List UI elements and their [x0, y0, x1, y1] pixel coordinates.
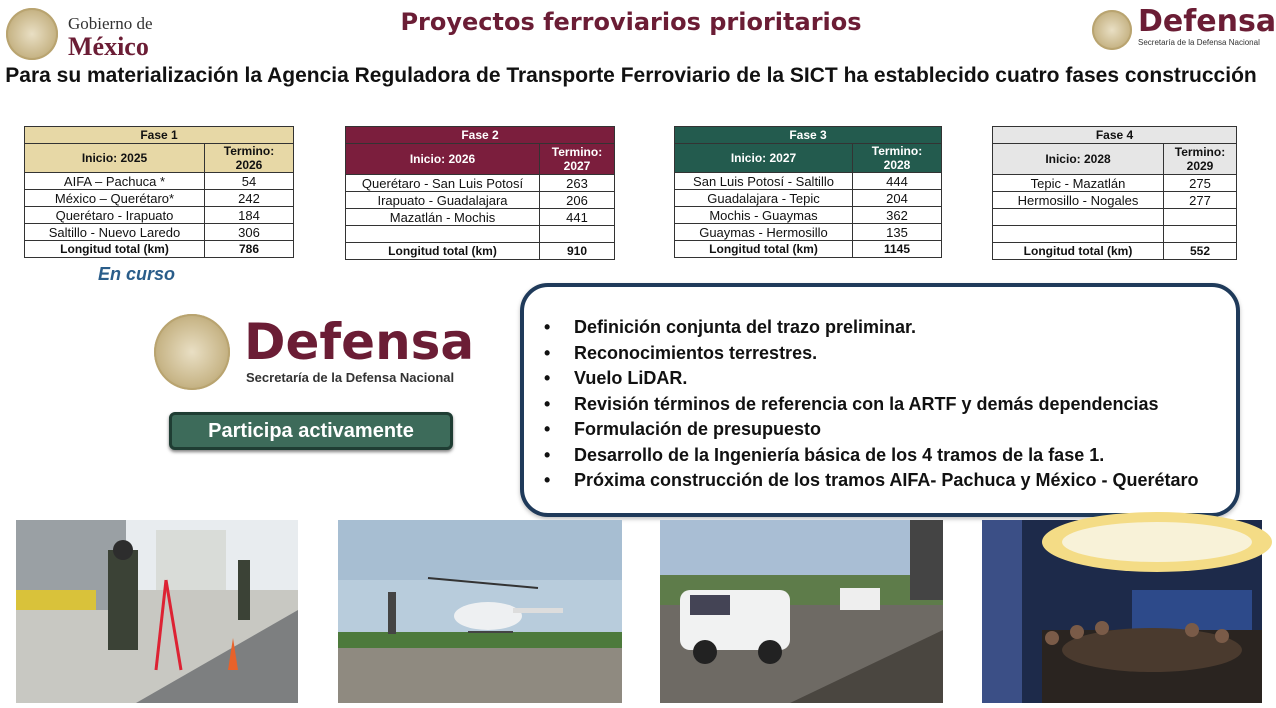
table-row: México – Querétaro* 242	[25, 190, 294, 207]
activities-box	[520, 283, 1240, 517]
gobierno-line1: Gobierno de	[68, 14, 153, 33]
fase-3-title: Fase 3	[675, 127, 942, 144]
table-row	[346, 226, 615, 243]
table-row: Guaymas - Hermosillo 135	[675, 224, 942, 241]
helicopter-photo	[338, 520, 622, 703]
table-row	[993, 209, 1237, 226]
total-row: Longitud total (km) 786	[25, 241, 294, 258]
defensa-logo-header	[1138, 6, 1276, 47]
fase-1-title: Fase 1	[25, 127, 294, 144]
fase-4-title: Fase 4	[993, 127, 1237, 144]
table-row: Mazatlán - Mochis 441	[346, 209, 615, 226]
defensa-logo-large	[244, 314, 474, 385]
survey-photo	[16, 520, 298, 703]
fase-4-table	[992, 126, 1237, 260]
defensa-sub: Secretaría de la Defensa Nacional	[1138, 38, 1260, 47]
gobierno-line2: México	[68, 32, 149, 61]
defensa-seal-large	[154, 314, 230, 390]
list-item: • Formulación de presupuesto	[544, 419, 822, 439]
total-row: Longitud total (km) 552	[993, 243, 1237, 260]
table-row: Irapuato - Guadalajara 206	[346, 192, 615, 209]
table-row: Hermosillo - Nogales 277	[993, 192, 1237, 209]
defensa-word: Defensa	[1138, 4, 1276, 39]
defensa-large-word: Defensa	[244, 313, 475, 371]
meeting-photo	[982, 520, 1262, 703]
activities-list	[524, 287, 1236, 494]
table-row: Tepic - Mazatlán 275	[993, 175, 1237, 192]
list-item: • Reconocimientos terrestres.	[544, 342, 818, 363]
fase-3-termino: Termino: 2028	[853, 144, 942, 173]
list-item: • Revisión términos de referencia con la ARTF y demás dependencias	[544, 393, 1159, 414]
fase-4-termino: Termino: 2029	[1164, 144, 1237, 175]
fase-3-table	[674, 126, 942, 258]
fase-2-table	[345, 126, 615, 260]
fase-1-table	[24, 126, 294, 258]
fase-3-inicio: Inicio: 2027	[675, 144, 853, 173]
fase-4-inicio: Inicio: 2028	[993, 144, 1164, 175]
table-row: Guadalajara - Tepic 204	[675, 190, 942, 207]
table-row: Querétaro - San Luis Potosí 263	[346, 175, 615, 192]
list-item: • Desarrollo de la Ingeniería básica de los 4 tramos de la fase 1.	[544, 444, 1105, 465]
list-item: • Vuelo LiDAR.	[544, 368, 688, 388]
participa-activamente-button: Participa activamente	[169, 412, 453, 450]
fase-2-inicio: Inicio: 2026	[346, 144, 540, 175]
table-row: Querétaro - Irapuato 184	[25, 207, 294, 224]
page-title: Proyectos ferroviarios prioritarios	[400, 8, 862, 36]
fase-2-title: Fase 2	[346, 127, 615, 144]
table-row: Saltillo - Nuevo Laredo 306	[25, 224, 294, 241]
subtitle: Para su materialización la Agencia Reguladora de Transporte Ferroviario de la SICT ha establecido cuatro fases construcción	[5, 64, 1257, 87]
table-row: San Luis Potosí - Saltillo 444	[675, 173, 942, 190]
en-curso-label: En curso	[98, 264, 176, 284]
fase-2-termino: Termino: 2027	[540, 144, 615, 175]
fase-1-inicio: Inicio: 2025	[25, 144, 205, 173]
fase-1-termino: Termino: 2026	[205, 144, 294, 173]
table-row	[993, 226, 1237, 243]
defensa-seal-small	[1092, 10, 1132, 50]
table-row: Mochis - Guaymas 362	[675, 207, 942, 224]
total-row: Longitud total (km) 1145	[675, 241, 942, 258]
table-row: AIFA – Pachuca * 54	[25, 173, 294, 190]
rail-vehicle-photo	[660, 520, 943, 703]
list-item: • Próxima construcción de los tramos AIFA- Pachuca y México - Querétaro	[544, 470, 1199, 490]
defensa-large-sub: Secretaría de la Defensa Nacional	[246, 370, 455, 385]
total-row: Longitud total (km) 910	[346, 243, 615, 260]
list-item: • Definición conjunta del trazo preliminar.	[544, 317, 917, 337]
